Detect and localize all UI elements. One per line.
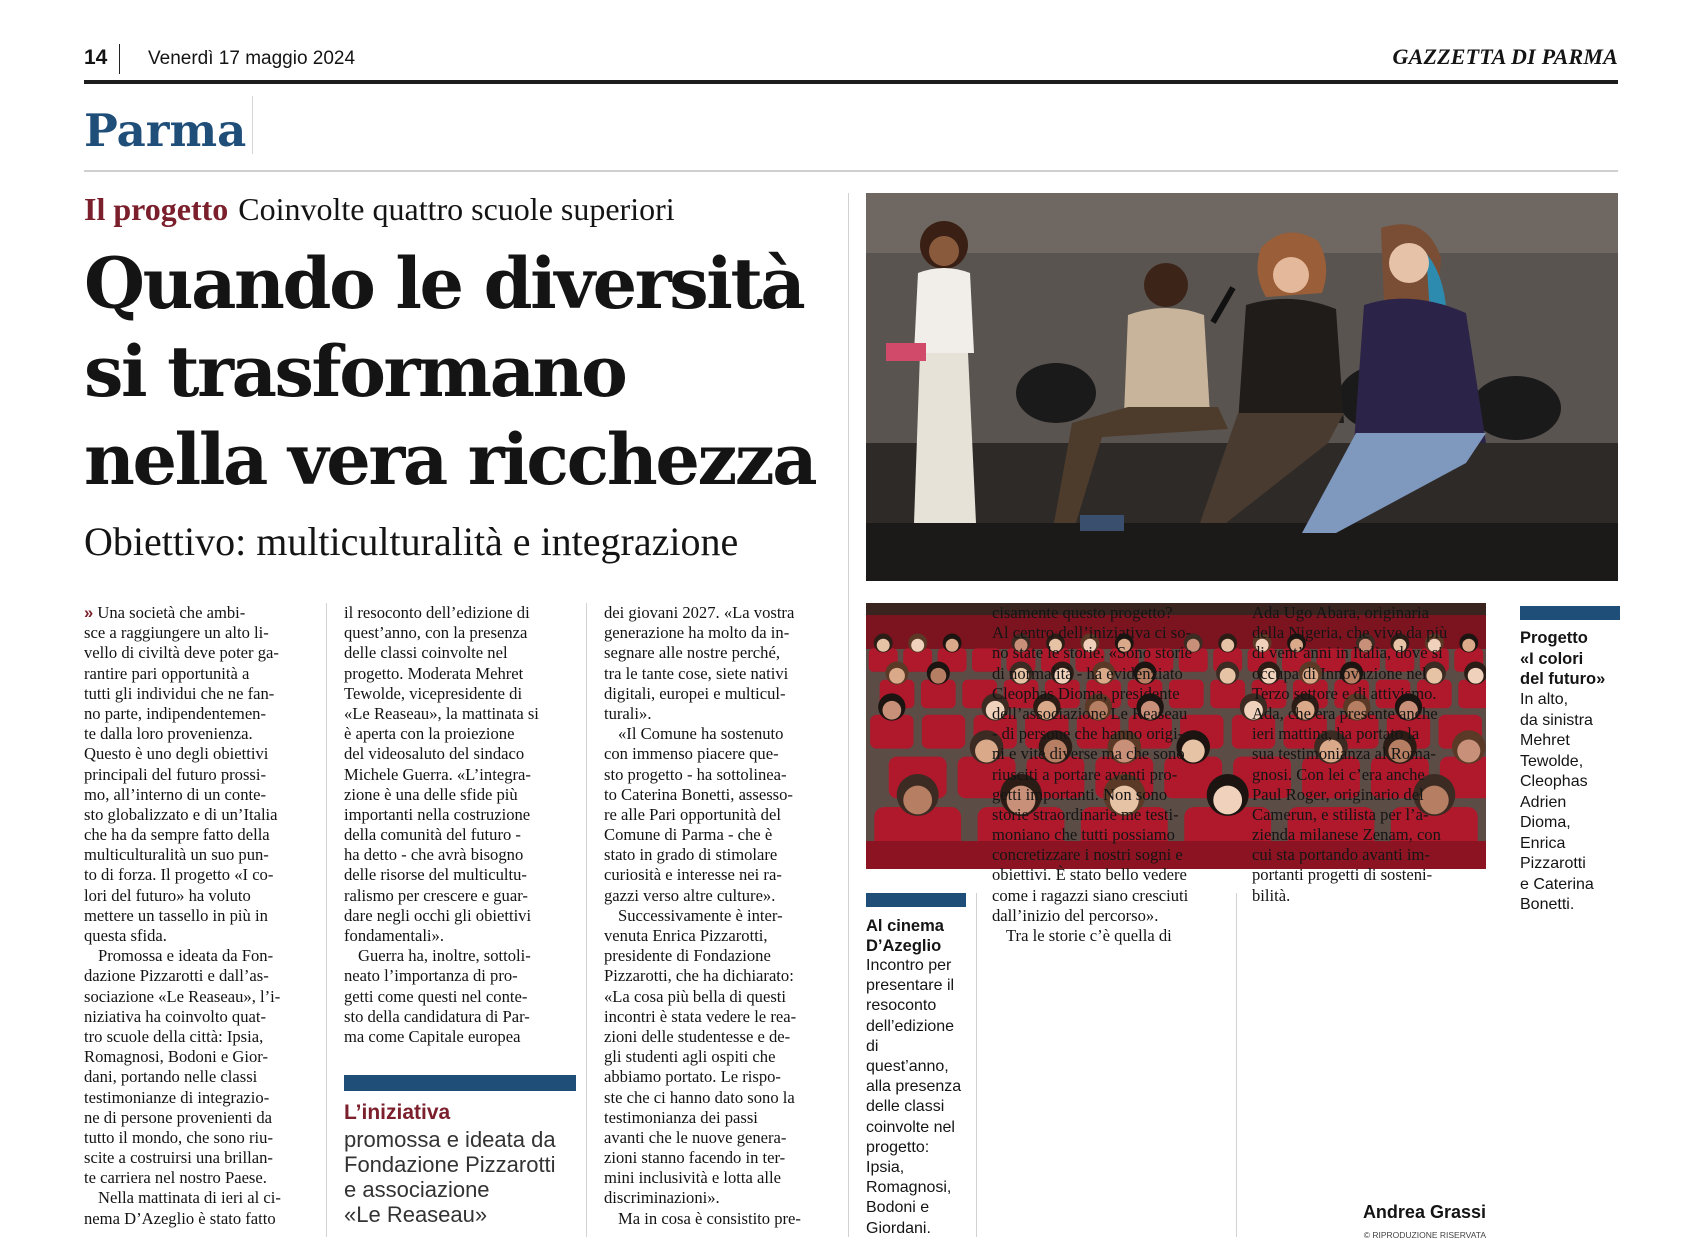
rights-notice: © RIPRODUZIONE RISERVATA	[1363, 1230, 1486, 1240]
header-separator	[119, 44, 120, 74]
caption-title-line: del futuro»	[1520, 670, 1606, 688]
caption-line: Romagnosi,	[866, 1179, 952, 1197]
body-line: rantire pari opportunità a	[84, 663, 250, 683]
caption-line: Cleophas	[1520, 773, 1588, 790]
body-line: dei giovani 2027. «La vostra	[604, 603, 795, 622]
body-line: che ha da sempre fatto della	[84, 825, 270, 845]
caption-title-line: Al cinema	[866, 917, 944, 935]
subheadline: Obiettivo: multiculturalità e integrazione	[84, 519, 739, 564]
initiative-title: L’iniziativa	[344, 1101, 451, 1124]
body-line: tra le tante cose, siete nativi	[604, 663, 789, 683]
column-rule	[326, 603, 327, 1237]
panel-photo	[866, 193, 1618, 581]
audience-face	[930, 668, 946, 684]
caption-line: dell’edizione	[866, 1017, 955, 1035]
body-line: dell’associazione Le Reaseau	[992, 703, 1188, 723]
body-line: ne di persone provenienti da	[84, 1107, 273, 1127]
body-line: «Le Reaseau», la mattinata si	[344, 703, 539, 723]
caption-line: Tewolde,	[1520, 752, 1584, 770]
body-line: di normalità - ha evidenziato	[992, 663, 1183, 683]
audience-face	[889, 668, 905, 684]
body-line: Tra le storie c’è quella di	[1006, 926, 1172, 945]
body-line: Guerra ha, inoltre, sottoli-	[358, 946, 531, 966]
caption-line: Bodoni e	[866, 1199, 930, 1217]
body-line-text: Una società che ambi-	[97, 603, 246, 622]
audience-face	[1220, 668, 1236, 684]
body-column-2	[344, 603, 572, 1047]
body-line: zioni stanno facendo in ter-	[604, 1148, 786, 1168]
caption-line: coinvolte nel	[866, 1118, 955, 1136]
audience-face	[911, 639, 924, 652]
author-byline: Andrea Grassi	[1362, 1202, 1486, 1222]
body-line: getti importanti. Non sono	[992, 784, 1168, 804]
caption-cinema-title	[866, 916, 976, 956]
body-line: testimonianze di integrazio-	[84, 1087, 270, 1107]
caption-bar	[1520, 606, 1620, 620]
caption-line: Adrien	[1520, 793, 1567, 811]
initiative-line: e associazione	[344, 1177, 490, 1202]
body-line: mo, all’interno di un conte-	[84, 784, 267, 804]
caption-line: In alto,	[1520, 691, 1569, 708]
body-line: sto della candidatura di Par-	[344, 1006, 530, 1026]
body-line: Ada, che era presente anche	[1252, 703, 1438, 723]
body-line: Comune di Parma - che è	[604, 825, 773, 845]
caption-cinema-body	[866, 956, 976, 1239]
caption-line: Incontro per	[866, 957, 952, 974]
audience-face	[903, 786, 932, 815]
body-line: gnosi. Con lei c’era anche	[1252, 764, 1425, 784]
page-number: 14	[84, 46, 108, 69]
issue-date: Venerdì 17 maggio 2024	[148, 48, 356, 69]
caption-project-body	[1520, 690, 1630, 916]
body-line: della Nigeria, che vive da più	[1252, 623, 1448, 643]
initiative-line: Fondazione Pizzarotti	[344, 1152, 556, 1177]
body-line: sua testimonianza al Roma-	[1252, 744, 1436, 764]
body-line: re alle Pari opportunità del	[604, 804, 781, 824]
caption-line: Ipsia,	[866, 1159, 905, 1177]
body-line: stato in grado di stimolare	[604, 845, 778, 865]
body-line: venuta Enrica Pizzarotti,	[604, 926, 768, 945]
body-line: te carriera nel nostro Paese.	[84, 1168, 267, 1188]
caption-line: Enrica	[1520, 834, 1566, 852]
body-line: tro scuole della città: Ipsia,	[84, 1026, 264, 1046]
body-line: è aperta con la proiezione	[344, 724, 515, 744]
body-line: principali del futuro prossi-	[84, 764, 267, 784]
section-separator	[252, 96, 253, 154]
caption-line: Bonetti.	[1520, 896, 1575, 913]
body-line: turali».	[604, 703, 652, 723]
cinema-seat	[922, 715, 965, 749]
body-line: ralismo per crescere e guar-	[344, 885, 528, 905]
caption-line: presentare il	[866, 977, 955, 995]
body-line: sociazione «Le Reaseau», l’i-	[84, 986, 281, 1006]
body-line: Paul Roger, originario del	[1252, 784, 1424, 804]
drop-marker: »	[84, 603, 94, 622]
body-line: mini inclusività e lotta alle	[604, 1168, 781, 1188]
body-line: no state le storie. «Sono storie	[992, 643, 1193, 663]
body-line: - di persone che hanno origi-	[992, 724, 1184, 744]
body-line: Promossa e ideata da Fon-	[98, 946, 274, 966]
caption-title-line: Progetto	[1520, 629, 1588, 647]
body-line: tutti gli individui che ne fan-	[84, 683, 275, 703]
body-line: Questo è uno degli obiettivi	[84, 744, 269, 764]
body-line: scite a costruirsi una brillan-	[84, 1148, 273, 1168]
body-line: dazione Pizzarotti e dall’as-	[84, 966, 269, 986]
body-line: cisamente questo progetto?	[992, 603, 1173, 622]
body-line: zienda milanese Zenam, con	[1252, 825, 1441, 845]
audience-face	[1221, 639, 1234, 652]
body-line: ni e vite diverse ma che sono	[992, 744, 1185, 764]
body-line: con immenso piacere que-	[604, 744, 779, 764]
body-line: «Il Comune ha sostenuto	[618, 724, 784, 744]
body-line: neato l’importanza di pro-	[344, 966, 518, 986]
body-line: cui sta portando avanti im-	[1252, 845, 1430, 865]
initiative-line: «Le Reaseau»	[344, 1202, 488, 1227]
body-line	[84, 603, 312, 623]
body-line: occupa di Innovazione nel	[1252, 663, 1427, 683]
body-line: discriminazioni».	[604, 1188, 720, 1208]
body-line: Cleophas Dioma, presidente	[992, 683, 1180, 703]
column-rule	[976, 893, 977, 1237]
body-line: sto progetto - ha sottolinea-	[604, 764, 787, 784]
body-column-3	[604, 603, 832, 1229]
caption-line: resoconto	[866, 997, 937, 1015]
body-line: delle classi coinvolte nel	[344, 643, 508, 663]
caption-line: alla presenza	[866, 1078, 962, 1096]
body-line: fondamentali».	[344, 926, 444, 945]
caption-line: quest’anno,	[866, 1058, 949, 1076]
body-line: ste che ci hanno dato sono la	[604, 1087, 795, 1107]
body-line: Camerun, e stilista per l’a-	[1252, 804, 1429, 824]
headline-line-1: Quando le diversità	[84, 242, 804, 325]
body-line: moniano che tutti possiamo	[992, 825, 1175, 845]
audience-face	[882, 701, 901, 720]
column-rule	[1236, 893, 1237, 1237]
body-line: delle risorse del multicultu-	[344, 865, 527, 885]
body-line: mettere un tassello in più in	[84, 905, 268, 925]
column-rule	[848, 193, 849, 1237]
body-line: niziativa ha coinvolto quat-	[84, 1006, 267, 1026]
body-column-5	[1252, 603, 1480, 906]
body-line: bilità.	[1252, 885, 1291, 905]
body-line: Tewolde, vicepresidente di	[344, 683, 523, 703]
body-line: Romagnosi, Bodoni e Gior-	[84, 1047, 269, 1067]
caption-line: Mehret	[1520, 732, 1570, 749]
body-line: della comunità del futuro -	[344, 825, 521, 845]
initiative-body	[344, 1127, 584, 1227]
body-line: Ada Ugo Abara, originaria	[1252, 603, 1429, 622]
body-line: incontri è stata vedere le rea-	[604, 1006, 797, 1026]
body-line: tutto il mondo, che sono riu-	[84, 1127, 273, 1147]
body-line: gazzi verso altre culture».	[604, 885, 776, 905]
initiative-line: promossa e ideata da	[344, 1127, 556, 1152]
section-rule	[84, 170, 1618, 172]
body-line: zione è una delle sfide più	[344, 784, 518, 804]
body-line: Michele Guerra. «L’integra-	[344, 764, 531, 784]
body-line: abbiamo portato. Le rispo-	[604, 1067, 781, 1087]
body-line: ma come Capitale europea	[344, 1026, 521, 1046]
body-line: sto globalizzato e di un’Italia	[84, 804, 278, 824]
body-line: ieri mattina, ha portato la	[1252, 724, 1420, 744]
body-line: getti come questi nel conte-	[344, 986, 528, 1006]
headline-line-3: nella vera ricchezza	[84, 418, 816, 501]
caption-line: di	[866, 1037, 879, 1055]
body-line: obiettivi. È stato bello vedere	[992, 865, 1187, 885]
body-line: digitali, europei e multicul-	[604, 683, 786, 703]
section-title: Parma	[84, 104, 247, 157]
body-line: sce a raggiungere un alto li-	[84, 623, 269, 643]
body-line: curiosità e interesse nei ra-	[604, 865, 782, 885]
newspaper-masthead: GAZZETTA DI PARMA	[1392, 44, 1618, 69]
body-line: importanti nella costruzione	[344, 804, 531, 824]
headline-line-2: si trasformano	[84, 330, 626, 413]
kicker-line	[84, 191, 844, 228]
body-line: Al centro dell’iniziativa ci so-	[992, 623, 1192, 643]
caption-line: Dioma,	[1520, 814, 1571, 831]
caption-line: delle classi	[866, 1098, 945, 1116]
body-line: lori del futuro» ha voluto	[84, 885, 251, 905]
caption-title-line: D’Azeglio	[866, 937, 942, 955]
body-column-4	[992, 603, 1220, 946]
body-line: Pizzarotti, che ha dichiarato:	[604, 966, 794, 986]
body-line: portanti progetti di sosteni-	[1252, 865, 1433, 885]
body-line: te dalla loro provenienza.	[84, 724, 253, 744]
body-line: Nella mattinata di ieri al ci-	[98, 1188, 281, 1208]
body-line: presidente di Fondazione	[604, 946, 771, 966]
body-line: nema D’Azeglio è stato fatto	[84, 1208, 276, 1228]
body-line: storie straordinarie me testi-	[992, 804, 1179, 824]
body-line: segnare alle nostre perché,	[604, 643, 780, 663]
body-line: dani, portando nelle classi	[84, 1067, 258, 1087]
body-line: avanti che le nuove genera-	[604, 1127, 787, 1147]
body-line: dare negli occhi gli obiettivi	[344, 905, 532, 925]
kicker-subtitle: Coinvolte quattro scuole superiori	[238, 191, 675, 227]
body-line: questa sfida.	[84, 926, 167, 945]
body-line: Terzo settore e di attivismo.	[1252, 683, 1437, 703]
body-line: concretizzare i nostri sogni e	[992, 845, 1183, 865]
caption-title-line: «I colori	[1520, 649, 1584, 668]
body-line: quest’anno, con la presenza	[344, 623, 528, 643]
caption-line: Pizzarotti	[1520, 855, 1586, 872]
body-line: Successivamente è inter-	[618, 905, 783, 925]
body-line: no parte, indipendentemen-	[84, 703, 267, 723]
body-line: il resoconto dell’edizione di	[344, 603, 530, 622]
caption-line: da sinistra	[1520, 711, 1593, 729]
body-line: dall’inizio del percorso».	[992, 905, 1159, 925]
top-rule	[84, 80, 1618, 84]
body-line: «La cosa più bella di questi	[604, 986, 787, 1006]
body-line: progetto. Moderata Mehret	[344, 663, 524, 683]
initiative-bar	[344, 1075, 576, 1091]
body-line: multiculturalità un suo pun-	[84, 845, 269, 865]
caption-bar	[866, 893, 966, 907]
audience-face	[946, 639, 959, 652]
body-line: to Caterina Bonetti, assesso-	[604, 784, 793, 804]
body-line: zioni delle studentesse e de-	[604, 1026, 791, 1046]
audience-face	[877, 639, 890, 652]
column-rule	[586, 603, 587, 1237]
body-line: riusciti a portare avanti pro-	[992, 764, 1178, 784]
caption-line: Giordani.	[866, 1219, 931, 1237]
body-line: come i ragazzi siano cresciuti	[992, 885, 1189, 905]
caption-project-title	[1520, 628, 1630, 690]
body-line: generazione ha molto da in-	[604, 623, 790, 643]
body-line: di vent’anni in Italia, dove si	[1252, 643, 1443, 663]
body-line: ha detto - che avrà bisogno	[344, 845, 524, 865]
body-line: del videosaluto del sindaco	[344, 744, 525, 764]
body-column-1	[84, 603, 312, 1229]
body-line: testimonianza dei passi	[604, 1107, 758, 1127]
body-line: vello di civiltà deve poter ga-	[84, 643, 279, 663]
body-line: gli studenti agli ospiti che	[604, 1047, 776, 1067]
body-line: to di forza. Il progetto «I co-	[84, 865, 274, 885]
body-line: Ma in cosa è consistito pre-	[618, 1208, 801, 1228]
kicker: Il progetto	[84, 191, 229, 227]
caption-line: e Caterina	[1520, 875, 1594, 893]
caption-line: progetto:	[866, 1138, 930, 1156]
